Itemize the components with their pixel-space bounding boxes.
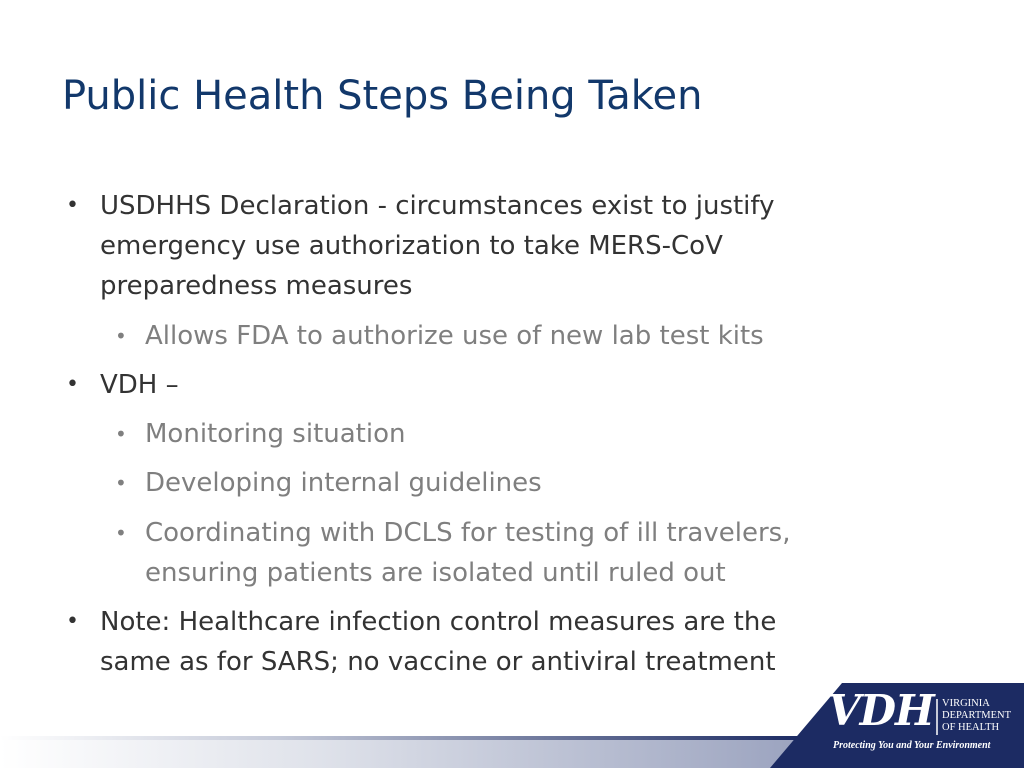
logo-org-line-1: VIRGINIA xyxy=(942,698,990,709)
sub-bullet-marker: • xyxy=(115,521,127,545)
sub-bullet-marker: • xyxy=(115,422,127,446)
dcls-sub-bullet-line-2: ensuring patients are isolated until ruled out xyxy=(145,558,726,588)
note-line-1: Note: Healthcare infection control measures are the xyxy=(100,607,777,637)
bullet-marker: • xyxy=(66,609,79,634)
fda-sub-bullet: Allows FDA to authorize use of new lab test kits xyxy=(145,321,764,351)
usdhhs-line-1: USDHHS Declaration - circumstances exist to justify xyxy=(100,191,775,221)
note-line-2: same as for SARS; no vaccine or antiviral treatment xyxy=(100,647,776,677)
logo-org-line-2: DEPARTMENT xyxy=(942,710,1011,721)
usdhhs-line-2: emergency use authorization to take MERS-CoV xyxy=(100,231,723,261)
vdh-heading: VDH – xyxy=(100,370,179,400)
bullet-marker: • xyxy=(66,193,79,218)
logo-tagline: Protecting You and Your Environment xyxy=(833,740,991,751)
logo-org-name xyxy=(942,698,1011,734)
dcls-sub-bullet-line-1: Coordinating with DCLS for testing of ill travelers, xyxy=(145,518,791,548)
footer-band xyxy=(0,740,800,768)
guidelines-sub-bullet: Developing internal guidelines xyxy=(145,468,542,498)
slide-title: Public Health Steps Being Taken xyxy=(62,73,703,119)
monitoring-sub-bullet: Monitoring situation xyxy=(145,419,406,449)
bullet-marker: • xyxy=(66,372,79,397)
sub-bullet-marker: • xyxy=(115,324,127,348)
usdhhs-line-3: preparedness measures xyxy=(100,271,413,301)
logo-letters: VDH xyxy=(828,686,934,735)
vdh-logo xyxy=(770,683,1024,768)
sub-bullet-marker: • xyxy=(115,471,127,495)
logo-org-line-3: OF HEALTH xyxy=(942,722,1000,733)
